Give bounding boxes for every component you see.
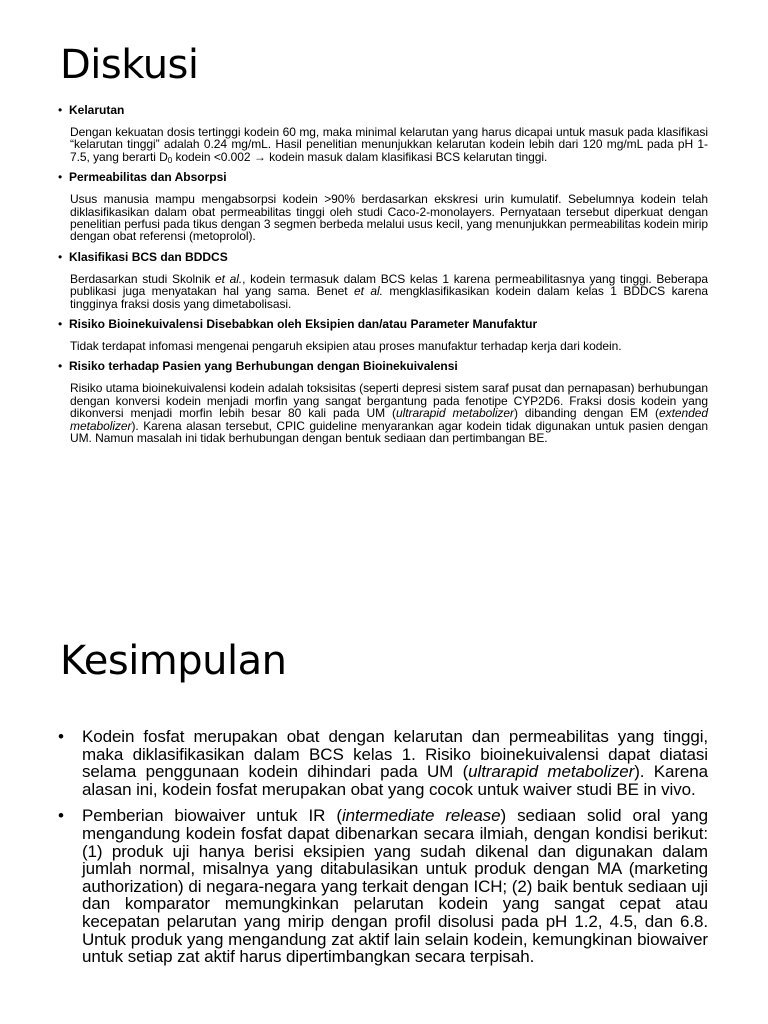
bullet-icon: • bbox=[58, 249, 63, 264]
diskusi-content bbox=[58, 103, 708, 452]
bullet-icon: • bbox=[58, 317, 63, 332]
section-paragraph: Usus manusia mampu mengabsorpsi kodein >90% berdasarkan ekskresi urin kumulatif. Sebelumnya kodein telah diklasifikasikan dalam obat permeabilitas tinggi oleh studi Caco-2-monolayers. Pernyataan tersebut diperkuat dengan penelitian perfusi pada tikus dengan 3 segmen berbeda melalui usus kecil, yang menunjukkan permeabilitas kodein mirip dengan obat referensi (metoprolol). bbox=[70, 192, 708, 244]
section-paragraph: Tidak terdapat infomasi mengenai pengaruh eksipien atau proses manufaktur terhadap kerja dari kodein. bbox=[70, 339, 622, 354]
section-heading: Risiko Bioinekuivalensi Disebabkan oleh Eksipien dan/atau Parameter Manufaktur bbox=[69, 317, 538, 332]
section-heading: Klasifikasi BCS dan BDDCS bbox=[69, 249, 228, 264]
bullet-icon: • bbox=[58, 103, 63, 117]
bullet-icon: • bbox=[58, 727, 64, 746]
section-heading: Permeabilitas dan Absorpsi bbox=[69, 170, 227, 185]
section-klasifikasi bbox=[58, 250, 708, 310]
section-heading: Kelarutan bbox=[69, 103, 125, 117]
slide-title-kesimpulan: Kesimpulan bbox=[60, 638, 287, 684]
subscript-zero: 0 bbox=[167, 155, 173, 165]
arrow-right-icon: → bbox=[253, 149, 266, 164]
kesimpulan-content bbox=[58, 728, 708, 975]
section-paragraph: Dengan kekuatan dosis tertinggi kodein 60 mg, maka minimal kelarutan yang harus dicapai untuk masuk pada klasifikasi “kelarutan tinggi” adalah 0.24 mg/mL. Hasil penelitian menunjukkan kelarutan kodein lebih dari 120 mg/mL pada pH 1-7.5, yang berarti $D_0$ kodein <0.002 → kodein masuk dalam klasifikasi BCS kelarutan tinggi. bbox=[70, 125, 708, 165]
section-kelarutan bbox=[58, 103, 708, 163]
section-risiko-pasien bbox=[58, 359, 708, 444]
section-heading: Risiko terhadap Pasien yang Berhubungan dengan Bioinekuivalensi bbox=[69, 359, 458, 374]
conclusion-text: Kodein fosfat merupakan obat dengan kelarutan dan permeabilitas yang tinggi, maka diklasifikasikan dalam BCS kelas 1. Risiko bioinekuivalensi dapat diatasi selama penggunaan kodein dihindari pada UM (ultrarapid metabolizer). Karena alasan ini, kodein fosfat merupakan obat yang cocok untuk waiver studi BE in vivo. bbox=[82, 727, 708, 799]
bullet-icon: • bbox=[58, 806, 64, 826]
section-paragraph: Risiko utama bioinekuivalensi kodein adalah toksisitas (seperti depresi sistem saraf pusat dan pernapasan) berhubungan dengan konversi kodein menjadi morfin yang sangat bergantung pada fenotipe CYP2D6. Fraksi dosis kodein yang dikonversi menjadi morfin lebih besar 80 kali pada UM (ultrarapid metabolizer) dibanding dengan EM (extended metabolizer). Karena alasan tersebut, CPIC guideline menyarankan agar kodein tidak digunakan untuk pasien dengan UM. Namun masalah ini tidak berhubungan dengan bentuk sediaan dan pertimbangan BE. bbox=[70, 381, 708, 446]
section-risiko-eksipien bbox=[58, 317, 708, 352]
conclusion-item bbox=[58, 728, 708, 798]
bullet-icon: • bbox=[58, 359, 63, 374]
slide-title-diskusi: Diskusi bbox=[60, 42, 199, 88]
conclusion-text: Pemberian biowaiver untuk IR (intermediate release) sediaan solid oral yang mengandung kodein fosfat dapat dibenarkan secara ilmiah, dengan kondisi berikut: (1) produk uji hanya berisi eksipien yang sudah dikenal dan digunakan dalam jumlah normal, misalnya yang ditabulasikan untuk produk dengan MA (marketing authorization) di negara-negara yang terkait dengan ICH; (2) baik bentuk sediaan uji dan komparator memungkinkan pelarutan kodein yang sangat cepat atau kecepatan pelarutan yang mirip dengan profil disolusi pada pH 1.2, 4.5, dan 6.8. Untuk produk yang mengandung zat aktif lain selain kodein, kemungkinan biowaiver untuk setiap zat aktif harus dipertimbangkan secara terpisah. bbox=[82, 806, 708, 967]
bullet-icon: • bbox=[58, 170, 63, 185]
section-permeabilitas bbox=[58, 170, 708, 243]
section-paragraph: Berdasarkan studi Skolnik et al., kodein termasuk dalam BCS kelas 1 karena permeabilitasnya yang tinggi. Beberapa publikasi juga menyatakan hal yang sama. Benet et al. mengklasifikasikan kodein dalam kelas 1 BDDCS karena tingginya fraksi dosis yang dimetabolisasi. bbox=[70, 271, 708, 311]
slide-kesimpulan bbox=[0, 600, 768, 1024]
conclusion-item bbox=[58, 807, 708, 965]
